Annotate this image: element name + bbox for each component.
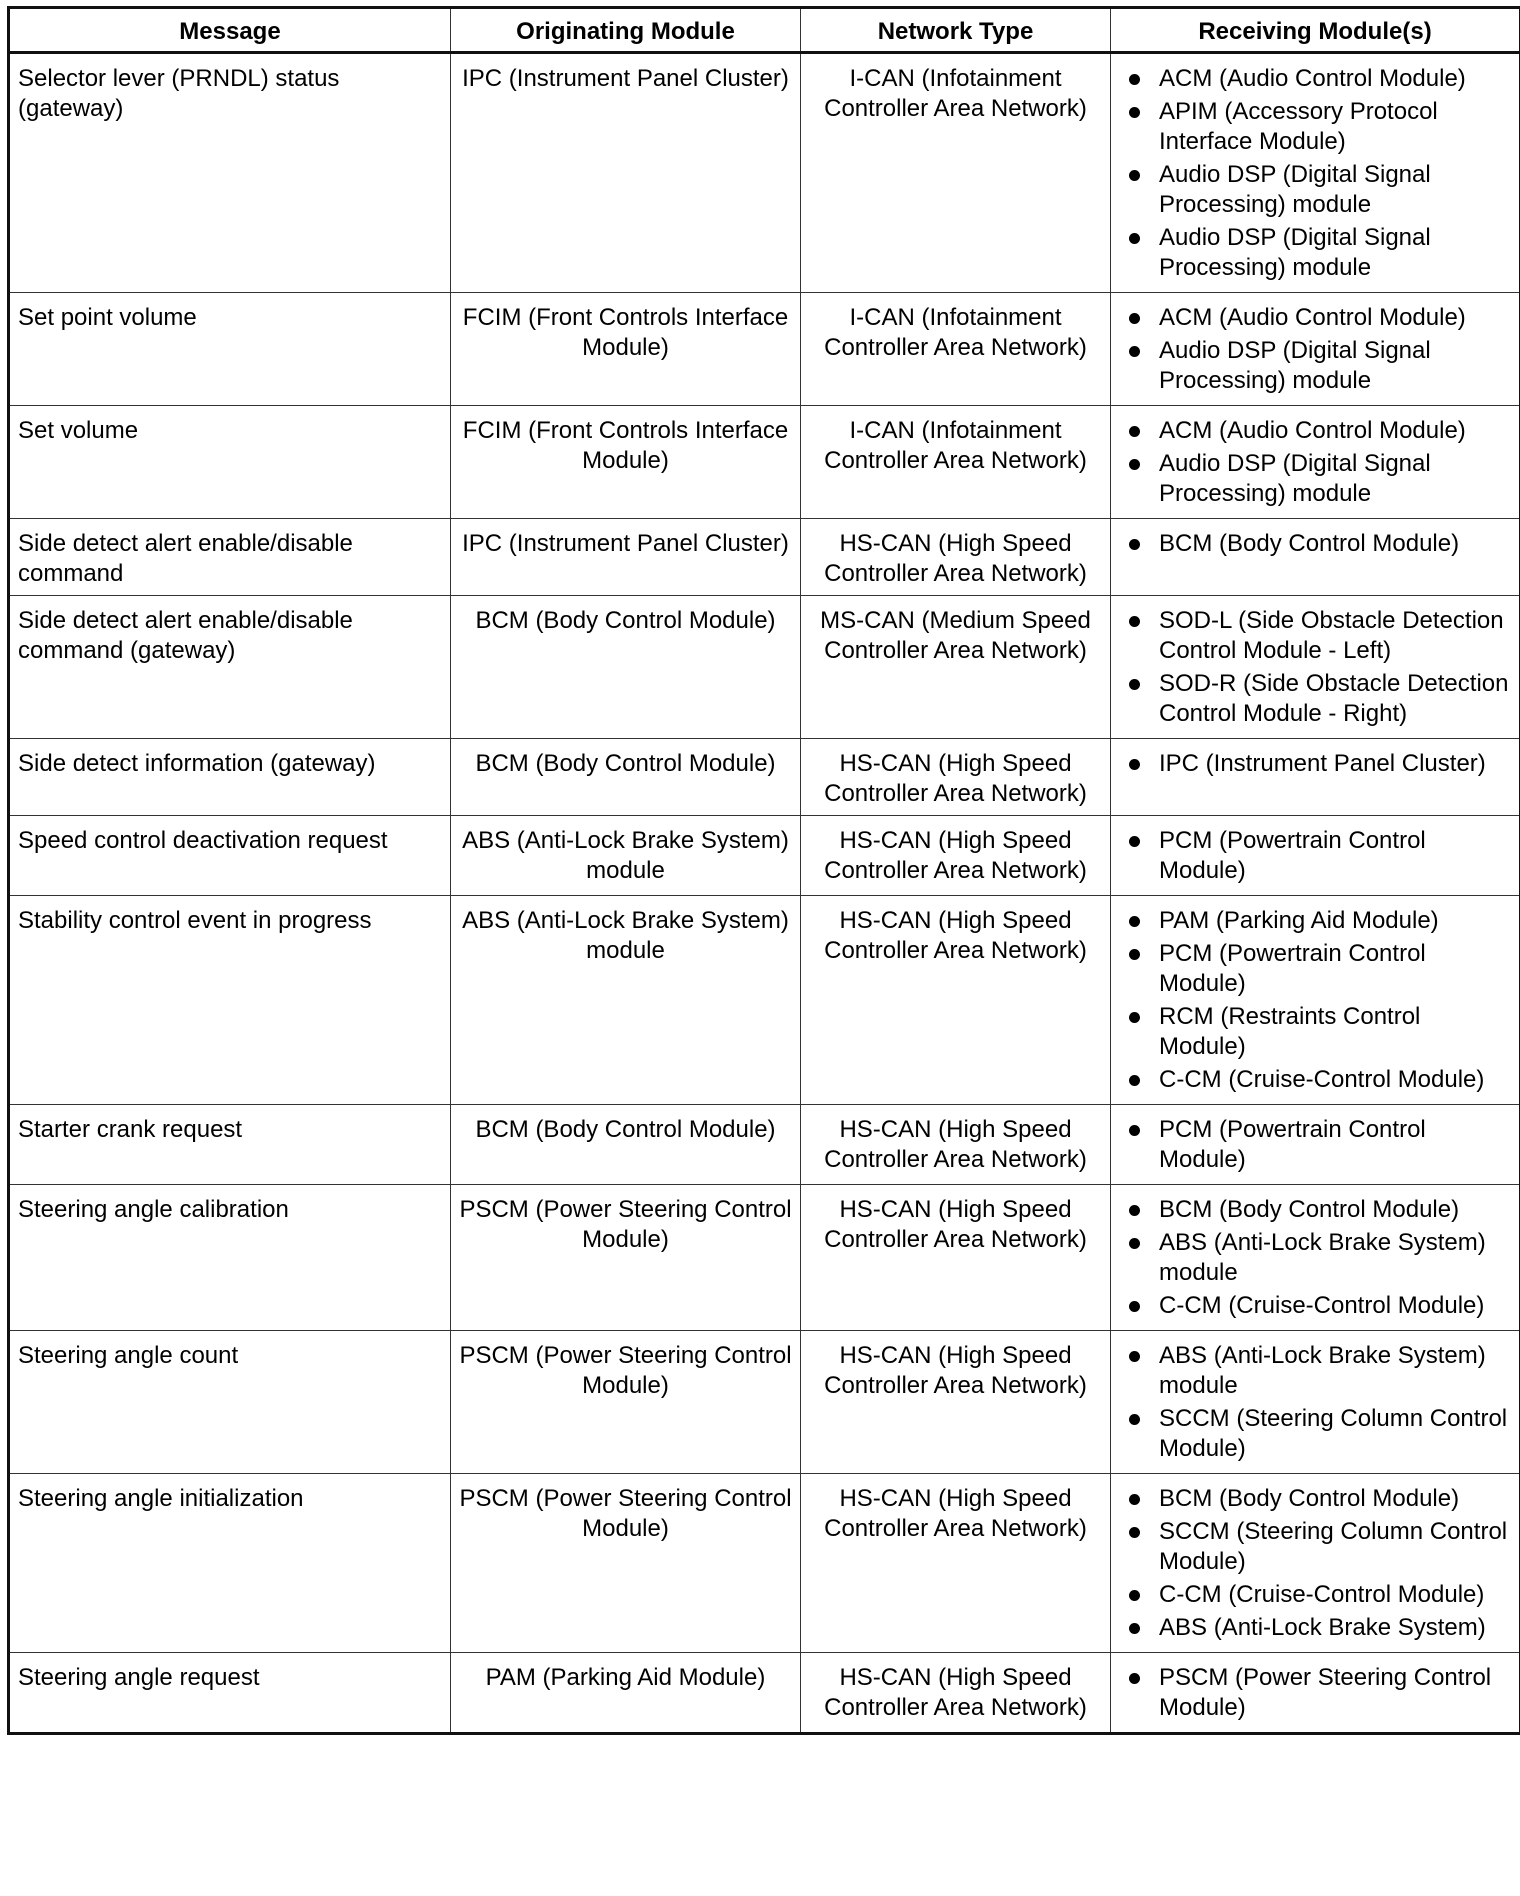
originating-module-cell: ABS (Anti-Lock Brake System) module — [451, 896, 801, 1105]
network-type-cell: HS-CAN (High Speed Controller Area Network) — [801, 1185, 1111, 1331]
message-cell: Set point volume — [9, 293, 451, 406]
receiving-modules-cell — [1111, 896, 1520, 1105]
message-cell: Steering angle request — [9, 1653, 451, 1734]
network-type-cell: I-CAN (Infotainment Controller Area Network) — [801, 293, 1111, 406]
receiving-modules-cell — [1111, 596, 1520, 739]
message-cell: Set volume — [9, 406, 451, 519]
receiving-modules-cell — [1111, 1185, 1520, 1331]
receiving-module-item: IPC (Instrument Panel Cluster) — [1119, 749, 1511, 779]
table-row — [9, 406, 1520, 519]
message-cell: Speed control deactivation request — [9, 816, 451, 896]
message-cell: Selector lever (PRNDL) status (gateway) — [9, 53, 451, 293]
network-type-cell: HS-CAN (High Speed Controller Area Network) — [801, 816, 1111, 896]
receiving-module-item: C-CM (Cruise-Control Module) — [1119, 1065, 1511, 1095]
receiving-module-item: RCM (Restraints Control Module) — [1119, 1002, 1511, 1062]
receiving-modules-cell — [1111, 53, 1520, 293]
originating-module-cell: FCIM (Front Controls Interface Module) — [451, 293, 801, 406]
network-type-cell: HS-CAN (High Speed Controller Area Network) — [801, 1653, 1111, 1734]
receiving-modules-cell — [1111, 1653, 1520, 1734]
originating-module-cell: IPC (Instrument Panel Cluster) — [451, 53, 801, 293]
table-body — [9, 53, 1520, 1734]
message-cell: Steering angle calibration — [9, 1185, 451, 1331]
message-cell: Stability control event in progress — [9, 896, 451, 1105]
receiving-module-item: SCCM (Steering Column Control Module) — [1119, 1517, 1511, 1577]
receiving-module-item: PCM (Powertrain Control Module) — [1119, 1115, 1511, 1175]
receiving-modules-list — [1119, 416, 1511, 509]
header-row — [9, 8, 1520, 53]
header-message: Message — [9, 8, 451, 53]
receiving-modules-list — [1119, 64, 1511, 283]
receiving-module-item: SCCM (Steering Column Control Module) — [1119, 1404, 1511, 1464]
receiving-module-item: ABS (Anti-Lock Brake System) module — [1119, 1228, 1511, 1288]
network-type-cell: HS-CAN (High Speed Controller Area Network) — [801, 1331, 1111, 1474]
message-cell: Starter crank request — [9, 1105, 451, 1185]
receiving-modules-cell — [1111, 293, 1520, 406]
receiving-modules-cell — [1111, 1474, 1520, 1653]
receiving-modules-list — [1119, 606, 1511, 729]
originating-module-cell: BCM (Body Control Module) — [451, 739, 801, 816]
receiving-module-item: ABS (Anti-Lock Brake System) — [1119, 1613, 1511, 1643]
module-communication-table — [7, 6, 1520, 1735]
table-row — [9, 1653, 1520, 1734]
receiving-module-item: Audio DSP (Digital Signal Processing) module — [1119, 223, 1511, 283]
message-cell: Side detect alert enable/disable command (gateway) — [9, 596, 451, 739]
table-row — [9, 1185, 1520, 1331]
table-row — [9, 816, 1520, 896]
receiving-modules-cell — [1111, 1331, 1520, 1474]
receiving-module-item: C-CM (Cruise-Control Module) — [1119, 1580, 1511, 1610]
originating-module-cell: BCM (Body Control Module) — [451, 1105, 801, 1185]
receiving-module-item: Audio DSP (Digital Signal Processing) module — [1119, 336, 1511, 396]
table-row — [9, 596, 1520, 739]
network-type-cell: HS-CAN (High Speed Controller Area Network) — [801, 1105, 1111, 1185]
receiving-module-item: ABS (Anti-Lock Brake System) module — [1119, 1341, 1511, 1401]
receiving-module-item: Audio DSP (Digital Signal Processing) module — [1119, 160, 1511, 220]
receiving-module-item: SOD-R (Side Obstacle Detection Control Module - Right) — [1119, 669, 1511, 729]
receiving-module-item: PAM (Parking Aid Module) — [1119, 906, 1511, 936]
receiving-modules-list — [1119, 1341, 1511, 1464]
receiving-module-item: APIM (Accessory Protocol Interface Module) — [1119, 97, 1511, 157]
network-type-cell: HS-CAN (High Speed Controller Area Network) — [801, 519, 1111, 596]
network-type-cell: I-CAN (Infotainment Controller Area Network) — [801, 406, 1111, 519]
receiving-modules-cell — [1111, 739, 1520, 816]
receiving-modules-list — [1119, 1115, 1511, 1175]
receiving-module-item: ACM (Audio Control Module) — [1119, 416, 1511, 446]
table-row — [9, 1105, 1520, 1185]
receiving-module-item: Audio DSP (Digital Signal Processing) module — [1119, 449, 1511, 509]
network-type-cell: HS-CAN (High Speed Controller Area Network) — [801, 739, 1111, 816]
originating-module-cell: PSCM (Power Steering Control Module) — [451, 1185, 801, 1331]
receiving-module-item: BCM (Body Control Module) — [1119, 529, 1511, 559]
receiving-module-item: ACM (Audio Control Module) — [1119, 303, 1511, 333]
receiving-modules-cell — [1111, 816, 1520, 896]
message-cell: Side detect information (gateway) — [9, 739, 451, 816]
receiving-modules-list — [1119, 906, 1511, 1095]
receiving-modules-cell — [1111, 519, 1520, 596]
receiving-modules-list — [1119, 1484, 1511, 1643]
table-header — [9, 8, 1520, 53]
receiving-modules-list — [1119, 529, 1511, 559]
originating-module-cell: ABS (Anti-Lock Brake System) module — [451, 816, 801, 896]
originating-module-cell: PAM (Parking Aid Module) — [451, 1653, 801, 1734]
table-row — [9, 1474, 1520, 1653]
table-row — [9, 293, 1520, 406]
message-cell: Steering angle initialization — [9, 1474, 451, 1653]
header-originating-module: Originating Module — [451, 8, 801, 53]
receiving-modules-list — [1119, 1195, 1511, 1321]
network-type-cell: HS-CAN (High Speed Controller Area Network) — [801, 1474, 1111, 1653]
network-type-cell: I-CAN (Infotainment Controller Area Network) — [801, 53, 1111, 293]
table-row — [9, 896, 1520, 1105]
table-row — [9, 1331, 1520, 1474]
originating-module-cell: IPC (Instrument Panel Cluster) — [451, 519, 801, 596]
network-type-cell: MS-CAN (Medium Speed Controller Area Network) — [801, 596, 1111, 739]
message-cell: Steering angle count — [9, 1331, 451, 1474]
receiving-module-item: BCM (Body Control Module) — [1119, 1484, 1511, 1514]
receiving-modules-list — [1119, 826, 1511, 886]
network-type-cell: HS-CAN (High Speed Controller Area Network) — [801, 896, 1111, 1105]
receiving-modules-cell — [1111, 406, 1520, 519]
receiving-module-item: SOD-L (Side Obstacle Detection Control Module - Left) — [1119, 606, 1511, 666]
receiving-modules-list — [1119, 303, 1511, 396]
receiving-module-item: ACM (Audio Control Module) — [1119, 64, 1511, 94]
receiving-module-item: PCM (Powertrain Control Module) — [1119, 826, 1511, 886]
table-row — [9, 53, 1520, 293]
receiving-modules-cell — [1111, 1105, 1520, 1185]
receiving-module-item: PSCM (Power Steering Control Module) — [1119, 1663, 1511, 1723]
header-receiving-modules: Receiving Module(s) — [1111, 8, 1520, 53]
header-network-type: Network Type — [801, 8, 1111, 53]
receiving-modules-list — [1119, 1663, 1511, 1723]
originating-module-cell: PSCM (Power Steering Control Module) — [451, 1331, 801, 1474]
originating-module-cell: FCIM (Front Controls Interface Module) — [451, 406, 801, 519]
table-row — [9, 519, 1520, 596]
receiving-module-item: BCM (Body Control Module) — [1119, 1195, 1511, 1225]
receiving-modules-list — [1119, 749, 1511, 779]
receiving-module-item: PCM (Powertrain Control Module) — [1119, 939, 1511, 999]
originating-module-cell: BCM (Body Control Module) — [451, 596, 801, 739]
receiving-module-item: C-CM (Cruise-Control Module) — [1119, 1291, 1511, 1321]
message-cell: Side detect alert enable/disable command — [9, 519, 451, 596]
originating-module-cell: PSCM (Power Steering Control Module) — [451, 1474, 801, 1653]
table-row — [9, 739, 1520, 816]
